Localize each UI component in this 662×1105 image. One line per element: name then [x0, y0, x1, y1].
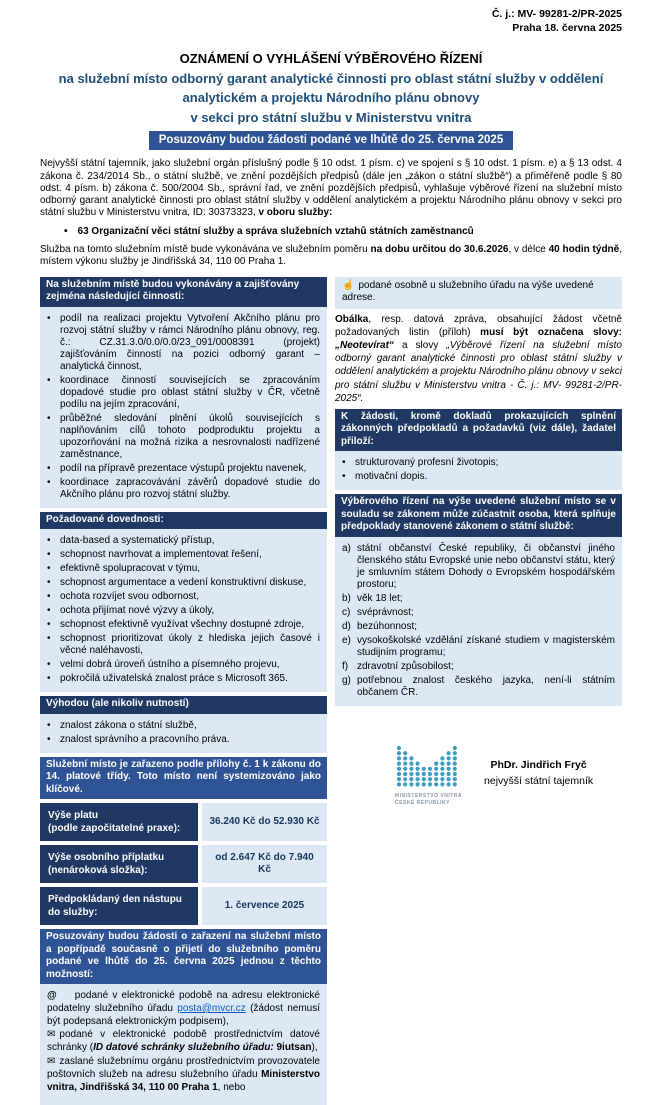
- salary-row-label: Výše platu (podle započitatelné praxe):: [40, 803, 198, 841]
- submission-method-personal: [335, 277, 622, 309]
- list-item: • koordinace činností souvisejících se zpracováním dopadové studie pro oblast státní služby v ČR, včetně podílu na jejím zpracování,: [47, 375, 320, 411]
- list-item: • motivační dopis.: [342, 471, 615, 483]
- submission-method: [47, 990, 320, 1028]
- list-item: f) zdravotní způsobilost;: [342, 660, 454, 672]
- pay-grade-note: Služební místo je zařazeno podle přílohy č. 1 k zákonu do 14. platové třídy. Toto místo není systemizováno jako klíčové.: [40, 757, 327, 800]
- text-run: ),: [311, 1042, 318, 1054]
- list-item: b) věk 18 let;: [342, 592, 403, 604]
- ministry-logo-dots-icon: [395, 744, 459, 790]
- list-item: • schopnost prioritizovat úkoly z hlediska jejich časové i věcné naléhavosti,: [47, 633, 320, 657]
- text-run: , v délce: [508, 243, 549, 255]
- deadline-banner: Posuzovány budou žádosti podané ve lhůtě do 25. června 2025: [149, 131, 513, 150]
- list-letter: a): [342, 542, 351, 554]
- hand-icon: ☝: [342, 279, 355, 291]
- data-box-icon: ✉: [47, 1029, 56, 1041]
- reference-number: Č. j.: MV- 99281-2/PR-2025: [491, 8, 622, 20]
- text-run: podané v elektronické podobě prostřednictvím datové schránky (: [47, 1029, 320, 1054]
- list-item: g) potřebnou znalost českého jazyka, není-li státním občanem ČR.: [342, 674, 615, 698]
- at-icon: @: [47, 990, 57, 1002]
- list-item: a) státní občanství České republiky, či občanství jiného členského státu Evropské unie nebo občanství státu, který je smluvním státem Dohody o Evropském hospodářském prostoru;: [342, 542, 615, 590]
- place-and-date: Praha 18. června 2025: [512, 21, 622, 34]
- skills-header: Požadované dovednosti:: [40, 512, 327, 530]
- salary-row-label: Výše osobního příplatku (nenároková složka):: [40, 845, 198, 883]
- text-run: Obálka: [335, 313, 369, 325]
- intro-paragraph: [40, 158, 622, 219]
- text-run: Služba na tomto služebním místě bude vykonávána ve služebním poměru: [40, 243, 371, 255]
- text-run: 40 hodin týdně: [548, 243, 620, 255]
- text-run: 9iutsan: [276, 1042, 312, 1054]
- field-of-service-bullet: [64, 226, 622, 238]
- text-run: podané v elektronické podobě na adresu elektronické podatelny služebního úřadu: [47, 990, 320, 1014]
- submission-methods: [40, 984, 327, 1105]
- list-item: d) bezúhonnost;: [342, 620, 418, 632]
- list-item: • podíl na realizaci projektu Vytvoření Akčního plánu pro rozvoj státní služby v rámci Národního plánu obnovy, reg. č.: CZ.31.3.0/0.0/0.0/23_091/0008391 (projekt) zajišťováním činností na pozici odborný garant – analytická činnost,: [47, 313, 320, 373]
- mail-icon: ✉: [47, 1056, 56, 1068]
- text-run: , resp. datová zpráva, obsahující žádost včetně požadovaných listin (příloh): [335, 313, 622, 338]
- ministry-logo: [395, 744, 462, 808]
- salary-table-row: [40, 845, 327, 883]
- signatory: [484, 758, 593, 790]
- document-title: [40, 49, 622, 127]
- submission-header: Posuzovány budou žádosti o zařazení na služební místo a popřípadě současně o přijetí do služebního poměru podané ve lhůtě do 25. června 2025 jednou z těchto možností:: [40, 929, 327, 984]
- list-letter: c): [342, 606, 351, 618]
- list-item: • schopnost navrhovat a implementovat řešení,: [47, 549, 320, 561]
- list-item: • pokročilá uživatelská znalost práce s Microsoft 365.: [47, 673, 320, 685]
- activities-list: [40, 307, 327, 508]
- signatory-title: nejvyšší státní tajemník: [484, 774, 594, 787]
- text-run: , místem výkonu služby je Jindřišská 34, 110 00 Praha 1.: [40, 243, 623, 268]
- text-run: ID datové schránky služebního úřadu:: [93, 1042, 274, 1054]
- title-line-4: v sekci pro státní službu v Ministerstvu vnitra: [190, 109, 472, 125]
- salary-row-value: od 2.647 Kč do 7.940 Kč: [202, 845, 327, 883]
- list-item: • průběžné sledování plnění úkolů souvisejících s naplňováním cílů tohoto podproduktu projektu a upozorňování na možná rizika a nesrovnalosti nadřízené zaměstnance,: [47, 413, 320, 461]
- text-run: Ministerstvo vnitra, Jindřišská 34, 110 00 Praha 1: [47, 1068, 320, 1093]
- right-column: [335, 277, 622, 808]
- reference-block: [40, 8, 622, 35]
- salary-row-label: Předpokládaný den nástupu do služby:: [40, 887, 198, 925]
- eligibility-list: [335, 537, 622, 706]
- title-line-2: na služební místo odborný garant analytické činnosti pro oblast státní služby v oddělení: [58, 70, 604, 86]
- text-run: Nejvyšší státní tajemník, jako služební orgán příslušný podle § 10 odst. 1 písm. c) ve spojení s § 10 odst. 1 písm. e) a § 13 odst. 4 zákona č. 234/2014 Sb., o státní službě, ve znění pozdějších předpisů (dále jen „zákon o státní službě“) a přiměřeně podle § 80 odst. 4 písm. b) zákona č. 500/2004 Sb., správní řad, ve znění pozdějších předpisů, vyhlašuje výběrové řízení na služební místo odborný garant analytické činnosti pro oblast státní služby v oddělení analytickém a projektu Národního plánu obnovy v sekci pro státní službu v Ministerstvu vnitra, ID: 30373323,: [40, 158, 622, 219]
- eligibility-header: Výběrového řízení na výše uvedené služební místo se v souladu se zákonem může zúčastnit osoba, která splňuje předpoklady stanovené zákonem o státní službě:: [335, 494, 622, 537]
- list-item: • znalost správního a pracovního práva.: [47, 734, 320, 746]
- text-run: (žádost nemusí být podepsaná elektronickým podpisem),: [47, 1002, 320, 1027]
- salary-table-row: [40, 803, 327, 841]
- list-letter: b): [342, 592, 351, 604]
- list-item: e) vysokoškolské vzdělání získané studiem v magisterském studijním programu;: [342, 634, 615, 658]
- signatory-name: PhDr. Jindřich Fryč: [490, 758, 587, 771]
- submission-method: [47, 1029, 320, 1055]
- text-run: „Neotevírat“: [335, 339, 394, 351]
- bullet-icon: •: [64, 225, 68, 237]
- salary-row-value: 36.240 Kč do 52.930 Kč: [202, 803, 327, 841]
- list-item: • znalost zákona o státní službě,: [47, 720, 320, 732]
- list-item: • podíl na přípravě prezentace výstupů projektu navenek,: [47, 463, 320, 475]
- field-of-service-text: 63 Organizační věci státní služby a správa služebních vztahů státních zaměstnanců: [77, 225, 474, 237]
- list-item: • schopnost argumentace a vedení konstruktivní diskuse,: [47, 577, 320, 589]
- list-item: • ochota přijímat nové výzvy a úkoly,: [47, 605, 320, 617]
- text-run: a slovy: [393, 339, 447, 351]
- envelope-note: [335, 313, 622, 405]
- list-item: • schopnost efektivně využívat všechny dostupné zdroje,: [47, 619, 320, 631]
- email-link[interactable]: posta@mvcr.cz: [177, 1002, 246, 1014]
- text-run: zaslané služebnímu orgánu prostřednictvím provozovatele poštovních služeb na adresu služebního úřadu: [47, 1056, 320, 1080]
- list-letter: d): [342, 620, 351, 632]
- attachments-header: K žádosti, kromě dokladů prokazujících splnění zákonných předpokladů a požadavků (viz dále), žadatel přiloží:: [335, 409, 622, 452]
- salary-table-row: [40, 887, 327, 925]
- list-letter: f): [342, 660, 349, 672]
- service-terms-paragraph: [40, 244, 622, 269]
- signature-row: [335, 744, 622, 808]
- text-run: „Výběrové řízení na služební místo odborný garant analytické činnosti pro oblast státní služby v oddělení analytickém a projektu Národního plánu obnovy v sekci pro státní službu v Ministerstvu vnitra - Č. j.: MV- 99281-2/PR-2025“.: [335, 339, 622, 404]
- title-line-3: analytickém a projektu Národního plánu obnovy: [182, 90, 480, 106]
- salary-table: [40, 803, 327, 925]
- list-item: • ochota rozvíjet svou odbornost,: [47, 591, 320, 603]
- text-run: na dobu určitou do 30.6.2026: [370, 243, 509, 255]
- advantage-header: Výhodou (ale nikoliv nutností): [40, 696, 327, 714]
- advantage-list: [40, 714, 327, 753]
- activities-header: Na služebním místě budou vykonávány a zajišťovány zejména následující činnosti:: [40, 277, 327, 307]
- list-item: • data-based a systematický přístup,: [47, 535, 320, 547]
- list-letter: g): [342, 674, 351, 686]
- text-run: , nebo: [217, 1081, 246, 1093]
- ministry-logo-caption: MINISTERSTVO VNITRA ČESKÉ REPUBLIKY: [395, 792, 463, 807]
- text-run: v oboru služby:: [258, 207, 333, 219]
- title-line-1: OZNÁMENÍ O VYHLÁŠENÍ VÝBĚROVÉHO ŘÍZENÍ: [179, 51, 483, 67]
- left-column: [40, 277, 327, 1105]
- list-letter: e): [342, 634, 351, 646]
- submission-method: [47, 1056, 320, 1094]
- text-run: podané osobně u služebního úřadu na výše uvedené adrese.: [342, 279, 594, 304]
- list-item: • efektivně spolupracovat v týmu,: [47, 563, 320, 575]
- list-item: c) svéprávnost;: [342, 606, 414, 618]
- salary-row-value: 1. července 2025: [202, 887, 327, 925]
- skills-list: [40, 529, 327, 692]
- list-item: • koordinace zapracovávání závěrů dopadové studie do Akčního plánu pro rozvoj státní služby.: [47, 477, 320, 501]
- text-run: musí být označena slovy:: [480, 326, 622, 338]
- attachments-list: [335, 451, 622, 490]
- two-column-area: [40, 277, 622, 1105]
- list-item: • velmi dobrá úroveň ústního a písemného projevu,: [47, 659, 320, 671]
- deadline-banner-wrap: [40, 131, 622, 150]
- list-item: • strukturovaný profesní životopis;: [342, 457, 615, 469]
